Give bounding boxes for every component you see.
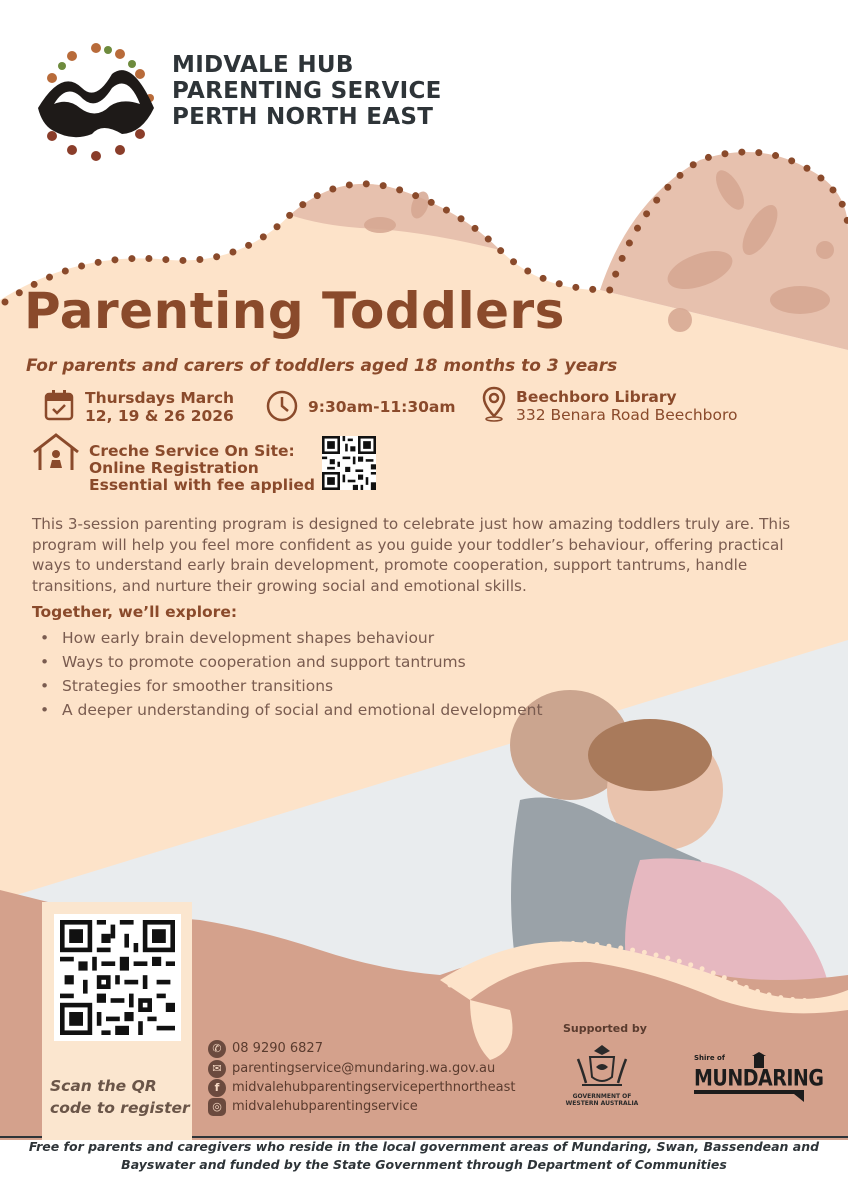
facebook-icon: f <box>208 1079 226 1097</box>
scan-instructions <box>50 1075 190 1119</box>
date-line-1: Thursdays March <box>85 389 235 407</box>
creche-line-3: Essential with fee applied <box>89 476 315 494</box>
list-item: • A deeper understanding of social and emotional development <box>36 698 543 722</box>
instagram-icon: ◎ <box>208 1098 226 1116</box>
subtitle: For parents and carers of toddlers aged 18 months to 3 years <box>26 356 618 376</box>
program-description: This 3-session parenting program is designed to celebrate just how amazing toddlers truly are. This program will help you feel more confident as you guide your toddler’s behaviour, offering practical ways to understand early brain development, promote cooperation, support tantrums, handle transitions, and nurture their growing social and emotional skills. <box>32 515 791 595</box>
supported-by-label: Supported by <box>563 1022 647 1035</box>
clock-icon <box>266 390 298 422</box>
phone-icon: ✆ <box>208 1040 226 1058</box>
instagram-link[interactable]: midvalehubparentingservice <box>232 1099 418 1114</box>
mundaring-text: MUNDARING <box>694 1066 824 1092</box>
header-line-1: MIDVALE HUB <box>172 52 354 78</box>
time-text: 9:30am-11:30am <box>308 398 456 416</box>
gov-line-2: WESTERN AUSTRALIA <box>565 1100 639 1107</box>
wa-government-text <box>560 1093 644 1107</box>
creche-line-1: Creche Service On Site: <box>89 442 295 460</box>
explore-list <box>36 626 543 722</box>
shire-of-text: Shire of <box>694 1054 725 1062</box>
location-pin-icon <box>482 386 506 422</box>
list-item: • Ways to promote cooperation and support tantrums <box>36 650 543 674</box>
footer-note <box>0 1138 848 1174</box>
registration-qr-code[interactable] <box>60 920 175 1035</box>
wa-government-crest <box>572 1043 632 1089</box>
email-icon: ✉ <box>208 1060 226 1078</box>
page-title: Parenting Toddlers <box>24 282 565 340</box>
venue-address: 332 Benara Road Beechboro <box>516 406 738 424</box>
session-dates <box>85 389 234 425</box>
header-line-3: PERTH NORTH EAST <box>172 104 434 130</box>
organisation-name <box>172 52 442 130</box>
list-item: • How early brain development shapes behaviour <box>36 626 543 650</box>
scan-line-2: code to register <box>50 1099 190 1117</box>
scan-line-1: Scan the QR <box>50 1077 157 1095</box>
explore-heading: Together, we’ll explore: <box>32 603 238 621</box>
hub-logo <box>32 38 160 166</box>
header-line-2: PARENTING SERVICE <box>172 78 442 104</box>
creche-info <box>89 443 315 494</box>
calendar-icon <box>44 389 74 421</box>
creche-house-icon <box>32 432 80 472</box>
date-line-2: 12, 19 & 26 2026 <box>85 407 234 425</box>
footer-line-2: Bayswater and funded by the State Government through Department of Communities <box>121 1157 727 1172</box>
list-item: • Strategies for smoother transitions <box>36 674 543 698</box>
session-time <box>308 398 456 416</box>
footer-line-1: Free for parents and caregivers who reside in the local government areas of Mundaring, Swan, Bassendean and <box>28 1139 820 1154</box>
creche-qr-code[interactable] <box>322 436 376 490</box>
venue-name: Beechboro Library <box>516 388 677 406</box>
email-link[interactable]: parentingservice@mundaring.wa.gov.au <box>232 1061 496 1076</box>
facebook-link[interactable]: midvalehubparentingserviceperthnortheast <box>232 1080 516 1095</box>
creche-line-2: Online Registration <box>89 459 259 477</box>
venue <box>516 388 738 424</box>
gov-line-1: GOVERNMENT OF <box>572 1093 632 1100</box>
phone-number[interactable]: 08 9290 6827 <box>232 1041 323 1056</box>
